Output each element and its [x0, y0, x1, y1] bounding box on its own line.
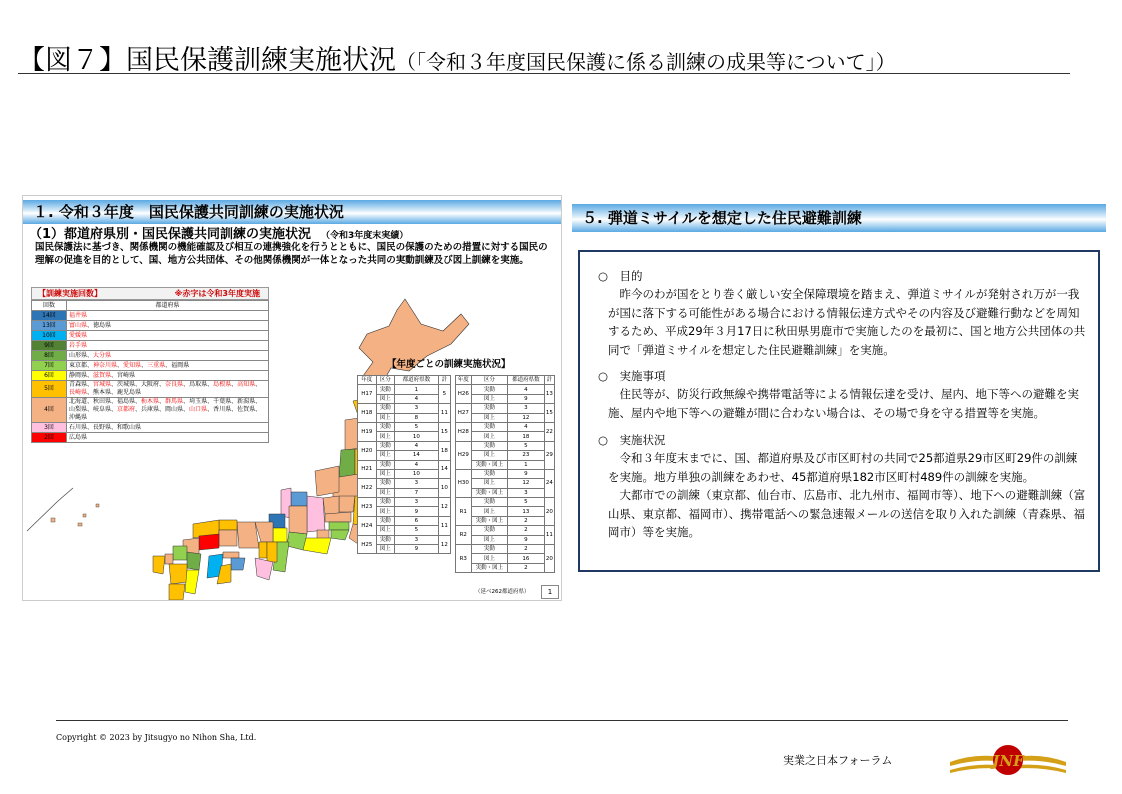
kind-cell: 図上 — [376, 507, 394, 516]
count-label: 10回 — [32, 331, 67, 341]
total-cell: 24 — [544, 469, 554, 497]
kind-cell: 実動・図上 — [471, 516, 508, 525]
kind-cell: 実動・図上 — [471, 460, 508, 469]
year-table-left — [357, 375, 451, 554]
status-text-2: 大都市での訓練（東京都、仙台市、広島市、北九州市、福岡市等）、地下への避難訓練（富山県、東京都、福岡市）、携帯電話への緊急速報メールの送信を取り入れた訓練（青森県、福岡市）等を実施。 — [608, 488, 1086, 539]
count-label: 6回 — [32, 371, 67, 381]
count-cell: 1 — [508, 460, 545, 469]
kind-cell: 図上 — [471, 507, 508, 516]
kind-cell: 図上 — [376, 432, 394, 441]
count-row — [32, 433, 269, 443]
year-cell: H17 — [358, 385, 377, 404]
prefecture-name: 神奈川県 — [93, 361, 118, 369]
count-cell: 5 — [395, 526, 439, 535]
total-cell: 20 — [544, 545, 554, 573]
year-row — [358, 516, 451, 525]
section-body-items — [608, 385, 1088, 422]
prefecture-name: 石川県、長野県、和歌山県 — [69, 423, 142, 431]
count-label: 9回 — [32, 341, 67, 351]
count-cell: 9 — [508, 394, 545, 403]
count-note: ※赤字は令和3年度実施 — [174, 289, 260, 298]
jnf-logo — [948, 740, 1068, 780]
prefecture-name: 京都府 — [117, 406, 136, 413]
prefecture-name: 群馬県 — [165, 398, 184, 405]
count-row — [32, 371, 269, 381]
footer-rule — [56, 720, 1068, 721]
prefecture-name: 、福岡県 — [165, 361, 190, 369]
count-cell: 16 — [508, 554, 545, 563]
kind-cell: 実動 — [376, 460, 394, 469]
kind-cell: 図上 — [471, 394, 508, 403]
kind-cell: 実動 — [376, 516, 394, 525]
kind-cell: 実動 — [471, 385, 508, 394]
kind-cell: 実動 — [376, 441, 394, 450]
year-header-row — [456, 376, 555, 385]
count-label: 4回 — [32, 398, 67, 423]
count-label: 8回 — [32, 351, 67, 361]
count-row — [32, 398, 269, 423]
kind-cell: 図上 — [376, 413, 394, 422]
status-text-1: 令和３年度末までに、国、都道府県及び市区町村の共同で25都道県29市区町29件の訓練を実施。地方単独の訓練をあわせ、45都道府県182市区町村489件の訓練を実施。 — [608, 451, 1078, 484]
shiga — [273, 528, 287, 542]
year-row — [456, 385, 555, 394]
prefecture-name: 愛媛県 — [69, 331, 88, 339]
year-row — [456, 526, 555, 535]
count-prefectures — [67, 311, 269, 321]
count-prefectures — [67, 331, 269, 341]
section-heading-status: ○ 実施状況 — [598, 433, 666, 447]
prefecture-name: 島根県 — [213, 381, 232, 388]
wakayama — [255, 558, 273, 580]
gifu — [289, 506, 307, 534]
prefecture-name: 、 — [141, 361, 148, 369]
count-row — [32, 321, 269, 331]
kind-cell: 図上 — [376, 526, 394, 535]
subheading-text: （1）都道府県別・国民保護共同訓練の実施状況 — [29, 227, 312, 242]
total-cell: 12 — [438, 498, 450, 517]
count-cell: 9 — [395, 507, 439, 516]
year-row — [456, 469, 555, 478]
kind-cell: 図上 — [471, 479, 508, 488]
miyazaki — [185, 570, 199, 594]
year-row — [358, 498, 451, 507]
tokushima — [231, 558, 245, 570]
count-cell: 3 — [508, 488, 545, 497]
year-table-right — [455, 375, 555, 573]
kind-cell: 図上 — [471, 451, 508, 460]
year-row — [456, 507, 555, 516]
count-row — [32, 381, 269, 398]
kind-cell: 実動 — [376, 535, 394, 544]
logo-lettering: JNF — [992, 752, 1024, 770]
fukuoka — [173, 546, 187, 560]
count-cell: 12 — [508, 479, 545, 488]
count-cell: 3 — [395, 535, 439, 544]
count-cell: 4 — [508, 385, 545, 394]
prefecture-name: 高知県 — [237, 381, 256, 388]
count-cell: 1 — [395, 385, 439, 394]
year-cell: H27 — [456, 404, 472, 423]
prefecture-name: 山形県、 — [69, 351, 94, 359]
prefecture-name: 、茨城県、大阪府、 — [111, 381, 166, 388]
count-cell: 8 — [395, 413, 439, 422]
title-subtitle: （「令和３年度国民保護に係る訓練の成果等について」） — [396, 50, 896, 74]
count-cell: 9 — [508, 535, 545, 544]
hyogo — [237, 522, 259, 548]
title-main: 【図７】国民保護訓練実施状況 — [18, 45, 396, 76]
count-cell: 5 — [395, 422, 439, 431]
count-legend-title — [31, 287, 269, 300]
kind-cell: 図上 — [471, 432, 508, 441]
count-cell: 3 — [395, 479, 439, 488]
niigata — [315, 466, 339, 496]
items-text: 住民等が、防災行政無線や携帯電話等による情報伝達を受け、屋内、地下等への避難を実施、屋内や地下等への避難が間に合わない場合は、その場で身を守る措置等を実施。 — [608, 387, 1080, 420]
year-cell: R1 — [456, 498, 472, 526]
section-heading-items: ○ 実施事項 — [598, 369, 666, 383]
total-cell: 13 — [544, 385, 554, 404]
count-row — [32, 331, 269, 341]
year-cell: H28 — [456, 422, 472, 441]
total-cell: 5 — [438, 385, 450, 404]
year-cell: H19 — [358, 422, 377, 441]
yamagata — [339, 449, 355, 478]
kind-cell: 実動 — [471, 545, 508, 554]
title-underline — [18, 73, 1070, 74]
count-header-count: 回数 — [32, 301, 67, 311]
saitama — [325, 512, 351, 522]
kind-cell: 実動 — [471, 422, 508, 431]
year-row — [456, 451, 555, 460]
count-cell: 4 — [395, 441, 439, 450]
year-header-cell: 年度 — [358, 376, 377, 385]
year-cell: H25 — [358, 535, 377, 554]
left-subheading — [29, 223, 408, 242]
shizuoka — [303, 538, 331, 554]
count-cell: 2 — [508, 516, 545, 525]
total-cell: 11 — [438, 404, 450, 423]
total-cell: 20 — [544, 498, 554, 526]
right-content-box — [578, 250, 1100, 572]
prefecture-name: 、熊本県、鹿児島県 — [87, 389, 142, 396]
count-cell: 14 — [395, 451, 439, 460]
total-cell: 18 — [438, 441, 450, 460]
year-row — [358, 385, 451, 394]
year-row — [358, 441, 451, 450]
year-cell: H20 — [358, 441, 377, 460]
year-row — [456, 498, 555, 507]
kind-cell: 図上 — [376, 394, 394, 403]
count-cell: 12 — [508, 413, 545, 422]
count-cell: 10 — [395, 432, 439, 441]
prefecture-name: 、 — [117, 361, 124, 369]
year-header-cell: 区分 — [471, 376, 508, 385]
total-cell: 29 — [544, 441, 554, 469]
year-row — [456, 545, 555, 554]
page-number: 1 — [541, 585, 559, 599]
count-prefectures — [67, 361, 269, 371]
total-cell: 15 — [544, 404, 554, 423]
year-row — [456, 394, 555, 403]
count-cell: 4 — [395, 394, 439, 403]
year-header-cell: 都道府県数 — [395, 376, 439, 385]
gunma — [323, 496, 339, 514]
year-row — [456, 404, 555, 413]
kanagawa — [331, 530, 349, 540]
count-prefectures — [67, 321, 269, 331]
year-header-cell: 区分 — [376, 376, 394, 385]
nagano — [307, 496, 325, 532]
year-row — [456, 479, 555, 488]
section-heading-purpose: ○ 目的 — [598, 269, 643, 283]
count-cell: 2 — [508, 545, 545, 554]
count-cell: 2 — [508, 526, 545, 535]
prefecture-name: 宮城県 — [93, 381, 112, 388]
count-label: 5回 — [32, 381, 67, 398]
year-cell: H26 — [456, 385, 472, 404]
year-row — [456, 563, 555, 572]
prefecture-name: 北海道、秋田県、福島県、 — [69, 398, 142, 405]
count-cell: 2 — [508, 563, 545, 572]
nara — [267, 542, 277, 562]
total-cell: 22 — [544, 422, 554, 441]
okayama — [219, 530, 237, 546]
kind-cell: 実動 — [471, 469, 508, 478]
tottori — [219, 520, 237, 530]
hiroshima — [199, 534, 219, 550]
count-row — [32, 351, 269, 361]
tochigi — [339, 496, 355, 512]
prefecture-name: 、鳥取県、 — [183, 381, 214, 388]
prefecture-name: 、 — [159, 398, 166, 405]
prefecture-name: 、 — [255, 381, 262, 388]
prefecture-name: 、徳島県 — [87, 321, 112, 329]
year-row — [358, 422, 451, 431]
left-description: 国民保護法に基づき、関係機関の機能確認及び相互の連携強化を行うとともに、国民の保護のための措置に対する国民の理解の促進を目的として、国、地方公共団体、その他関係機関が一体となった共同の実動訓練及び図上訓練を実施。 — [35, 242, 548, 266]
year-row — [456, 554, 555, 563]
year-header-cell: 都道府県数 — [508, 376, 545, 385]
year-cell: H23 — [358, 498, 377, 517]
prefecture-name: 、宮崎県 — [111, 371, 136, 379]
count-cell: 9 — [508, 469, 545, 478]
kind-cell: 実動 — [471, 498, 508, 507]
count-header-prefs: 都道府県 — [67, 301, 269, 311]
prefecture-name: 静岡県、 — [69, 371, 94, 379]
year-cell: H24 — [358, 516, 377, 535]
year-row — [358, 535, 451, 544]
kind-cell: 実動・図上 — [471, 563, 508, 572]
kind-cell: 実動 — [471, 441, 508, 450]
count-prefectures — [67, 398, 269, 423]
year-row — [456, 460, 555, 469]
year-row — [358, 404, 451, 413]
total-cell: 11 — [544, 526, 554, 545]
year-header-cell: 計 — [544, 376, 554, 385]
count-cell: 3 — [395, 404, 439, 413]
tokyo — [329, 522, 349, 530]
prefecture-name: 青森県、 — [69, 381, 94, 388]
count-row — [32, 423, 269, 433]
left-slide — [22, 195, 562, 601]
kind-cell: 図上 — [471, 554, 508, 563]
osaka — [259, 542, 267, 558]
count-prefectures — [67, 371, 269, 381]
count-label: 14回 — [32, 311, 67, 321]
count-row — [32, 361, 269, 371]
count-cell: 18 — [508, 432, 545, 441]
count-cell: 13 — [508, 507, 545, 516]
page-title — [18, 38, 896, 77]
count-prefectures — [67, 423, 269, 433]
year-table-title: 【年度ごとの訓練実施状況】 — [387, 359, 511, 370]
count-cell: 6 — [395, 516, 439, 525]
count-cell: 23 — [508, 451, 545, 460]
count-prefectures — [67, 433, 269, 443]
prefecture-name: 広島県 — [69, 433, 88, 441]
year-header-row — [358, 376, 451, 385]
right-heading: ５. 弾道ミサイルを想定した住民避難訓練 — [572, 204, 1106, 232]
year-row — [456, 535, 555, 544]
prefecture-name: 東京都、 — [69, 361, 94, 369]
kind-cell: 図上 — [376, 545, 394, 554]
okinawa-inset — [27, 488, 99, 531]
count-cell: 4 — [395, 460, 439, 469]
prefecture-name: 、兵庫県、岡山県、 — [135, 406, 190, 413]
kind-cell: 実動 — [471, 526, 508, 535]
kind-cell: 実動 — [376, 498, 394, 507]
year-header-cell: 計 — [438, 376, 450, 385]
year-row — [456, 441, 555, 450]
right-heading-bar — [572, 204, 1106, 232]
count-prefectures — [67, 381, 269, 398]
year-cell: H22 — [358, 479, 377, 498]
toyama — [291, 492, 307, 506]
count-cell: 7 — [395, 488, 439, 497]
kagoshima — [169, 584, 185, 600]
prefecture-name: 大分県 — [93, 351, 112, 359]
total-cell: 12 — [438, 535, 450, 554]
count-prefectures — [67, 351, 269, 361]
total-cell: 15 — [438, 422, 450, 441]
year-cell: H29 — [456, 441, 472, 469]
kind-cell: 実動 — [376, 479, 394, 488]
year-table-note: （延べ262都道府県） — [475, 589, 530, 595]
year-cell: R3 — [456, 545, 472, 573]
count-title-text: 【訓練実施回数】 — [38, 289, 102, 298]
count-cell: 5 — [508, 441, 545, 450]
year-cell: H18 — [358, 404, 377, 423]
prefecture-name: 山口県 — [189, 406, 208, 413]
count-label: 2回 — [32, 433, 67, 443]
oita — [187, 552, 201, 570]
kind-cell: 図上 — [376, 451, 394, 460]
count-label: 13回 — [32, 321, 67, 331]
count-prefectures — [67, 341, 269, 351]
count-row — [32, 311, 269, 321]
year-row — [456, 488, 555, 497]
prefecture-name: 滋賀県 — [93, 371, 112, 379]
kind-cell: 図上 — [471, 535, 508, 544]
prefecture-name: 、 — [231, 381, 238, 388]
prefecture-name: 三重県 — [147, 361, 166, 369]
year-row — [456, 413, 555, 422]
year-cell: R2 — [456, 526, 472, 545]
kind-cell: 実動 — [471, 404, 508, 413]
year-row — [456, 422, 555, 431]
count-cell: 3 — [508, 404, 545, 413]
prefecture-name: 岩手県 — [69, 341, 88, 349]
year-row — [358, 479, 451, 488]
prefecture-name: 、埼玉県、千葉県、新潟県、山梨県、岐阜県、 — [69, 398, 262, 413]
kind-cell: 図上 — [471, 413, 508, 422]
year-header-cell: 年度 — [456, 376, 472, 385]
saga — [165, 554, 173, 564]
subheading-note: （令和3年度末実績） — [321, 231, 409, 241]
prefecture-name: 、香川県、佐賀県、沖縄県 — [69, 406, 262, 421]
prefecture-name: 富山県 — [69, 321, 88, 329]
purpose-text: 昨今のわが国をとり巻く厳しい安全保障環境を踏まえ、弾道ミサイルが発射され万が一我が国に落下する可能性がある場合における情報伝達方式やその内容及び避難行動などを周知するため、平成29年３月17日に秋田県男鹿市で実施したのを最初に、国と地方公共団体の共同で「弾道ミサイルを想定した住民避難訓練」を実施。 — [608, 287, 1086, 357]
count-cell: 5 — [508, 498, 545, 507]
year-cell: H30 — [456, 469, 472, 497]
left-heading: １. 令和３年度 国民保護共同訓練の実施状況 — [23, 200, 561, 224]
year-row — [456, 516, 555, 525]
kagawa — [223, 552, 239, 558]
kumamoto — [169, 564, 187, 584]
kind-cell: 実動 — [376, 385, 394, 394]
company-name: 実業之日本フォーラム — [783, 754, 893, 767]
nagasaki — [153, 556, 165, 574]
kind-cell: 図上 — [376, 488, 394, 497]
year-cell: H21 — [358, 460, 377, 479]
total-cell: 11 — [438, 516, 450, 535]
count-label: 7回 — [32, 361, 67, 371]
total-cell: 10 — [438, 479, 450, 498]
count-legend-table — [31, 300, 269, 443]
count-cell: 3 — [395, 498, 439, 507]
section-body-purpose — [608, 285, 1088, 359]
prefecture-name: 栃木県 — [141, 398, 160, 405]
year-row — [456, 432, 555, 441]
prefecture-name: 奈良県 — [165, 381, 184, 388]
year-row — [358, 460, 451, 469]
count-cell: 4 — [508, 422, 545, 431]
copyright: Copyright © 2023 by Jitsugyo no Nihon Sha, Ltd. — [56, 733, 257, 742]
prefecture-name: 長崎県 — [69, 389, 88, 396]
count-cell: 9 — [395, 545, 439, 554]
kind-cell: 実動 — [376, 422, 394, 431]
prefecture-name: 愛知県 — [123, 361, 142, 369]
count-row — [32, 341, 269, 351]
kind-cell: 実動・図上 — [471, 488, 508, 497]
count-cell: 10 — [395, 469, 439, 478]
kind-cell: 図上 — [376, 469, 394, 478]
kind-cell: 実動 — [376, 404, 394, 413]
count-label: 3回 — [32, 423, 67, 433]
total-cell: 14 — [438, 460, 450, 479]
section-body-status — [608, 449, 1088, 542]
prefecture-name: 福井県 — [69, 311, 88, 319]
